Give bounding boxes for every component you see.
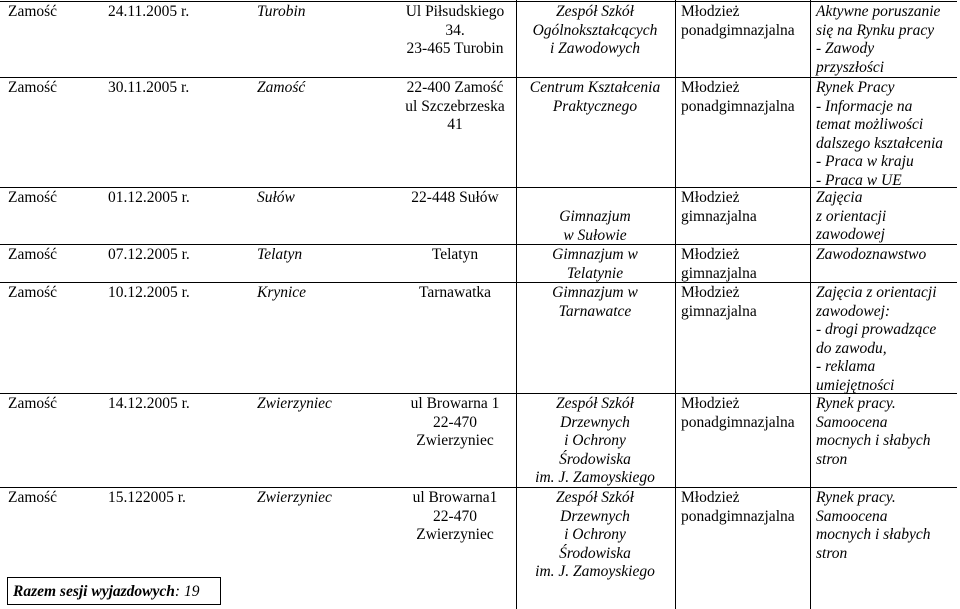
cell-line: Turobin xyxy=(257,3,306,20)
cell-line: umiejętności xyxy=(816,376,895,394)
row-divider xyxy=(0,77,957,78)
cell-date xyxy=(108,189,190,208)
summary-text xyxy=(13,583,199,601)
cell-line: Krynice xyxy=(257,284,307,301)
cell-line: Zamość xyxy=(8,79,58,96)
cell-line: Aktywne poruszanie xyxy=(816,3,941,20)
cell-school xyxy=(518,246,672,283)
cell-line: Środowiska xyxy=(559,544,631,562)
cell-line: Zajęcia z orientacji xyxy=(816,284,937,301)
cell-line: gimnazjalna xyxy=(681,302,757,320)
cell-address xyxy=(405,79,505,135)
cell-address xyxy=(405,3,505,59)
summary-label: Razem sesji wyjazdowych xyxy=(13,583,175,600)
cell-line: Środowiska xyxy=(559,450,631,468)
cell-topics xyxy=(816,79,943,191)
cell-line: Ogólnokształcących xyxy=(532,21,658,39)
cell-line: Młodzież xyxy=(681,246,740,263)
cell-line: Samoocena xyxy=(816,507,888,525)
cell-line: zawodowej xyxy=(816,226,885,244)
cell-line: 01.12.2005 r. xyxy=(108,189,190,206)
cell-line: Telatynie xyxy=(566,264,624,282)
cell-date xyxy=(108,79,189,98)
cell-line: Gimnazjum xyxy=(559,208,631,225)
cell-line: Praktycznego xyxy=(552,97,638,115)
cell-audience xyxy=(681,246,757,283)
cell-city xyxy=(8,395,57,414)
column-divider xyxy=(810,0,811,609)
row-divider xyxy=(0,487,957,488)
cell-line: Telatyn xyxy=(257,246,303,263)
cell-line: Zawodoznawstwo xyxy=(816,246,927,263)
cell-city xyxy=(8,246,57,265)
cell-city xyxy=(8,189,57,208)
cell-date xyxy=(108,246,190,265)
cell-line: ul Browarna1 xyxy=(412,489,498,506)
cell-date xyxy=(108,3,189,22)
cell-line: Zwierzyniec xyxy=(416,432,494,450)
cell-line: - drogi prowadzące xyxy=(816,321,937,339)
cell-line: ponadgimnazjalna xyxy=(681,21,795,39)
cell-line: 34. xyxy=(445,21,465,39)
cell-line: Młodzież xyxy=(681,284,740,301)
cell-line: Drzewnych xyxy=(560,507,630,525)
cell-line: Młodzież xyxy=(681,395,740,412)
cell-line: i Ochrony xyxy=(564,526,626,544)
cell-line: Telatyn xyxy=(431,246,479,263)
cell-line: Rynek Pracy xyxy=(816,79,895,96)
cell-audience xyxy=(681,284,757,321)
cell-address xyxy=(405,246,505,265)
cell-school xyxy=(518,284,672,321)
cell-line: i Zawodowych xyxy=(550,40,640,58)
cell-audience xyxy=(681,395,795,432)
cell-line: Zwierzyniec xyxy=(257,395,332,412)
cell-line: 22-400 Zamość xyxy=(406,79,504,96)
cell-line: Zwierzyniec xyxy=(257,489,332,506)
cell-line: - Zawody xyxy=(816,40,875,58)
row-divider xyxy=(0,187,957,188)
cell-line: 07.12.2005 r. xyxy=(108,246,190,263)
cell-line: 22-470 xyxy=(433,413,477,431)
cell-topics xyxy=(816,395,931,469)
cell-date xyxy=(108,489,186,508)
cell-line: przyszłości xyxy=(816,58,885,76)
cell-address xyxy=(405,395,505,451)
cell-place xyxy=(257,189,295,208)
cell-line: 23-465 Turobin xyxy=(406,40,504,58)
cell-place xyxy=(257,246,302,265)
cell-line: Zamość xyxy=(8,246,58,263)
cell-line: Samoocena xyxy=(816,413,888,431)
cell-line: 15.122005 r. xyxy=(108,489,186,506)
column-divider xyxy=(675,0,676,609)
cell-audience xyxy=(681,489,795,526)
cell-line: Ul Piłsudskiego xyxy=(405,3,505,20)
cell-line: ul Browarna 1 xyxy=(410,395,500,412)
cell-audience xyxy=(681,3,795,40)
cell-city xyxy=(8,3,57,22)
cell-line: Gimnazjum w xyxy=(552,284,638,301)
cell-line: zawodowej: xyxy=(816,302,891,320)
row-divider xyxy=(0,393,957,394)
cell-place xyxy=(257,489,332,508)
summary-separator: : xyxy=(174,583,181,600)
cell-place xyxy=(257,284,306,303)
cell-line: gimnazjalna xyxy=(681,264,757,282)
cell-address xyxy=(405,489,505,545)
cell-line: gimnazjalna xyxy=(681,207,757,225)
cell-line: Drzewnych xyxy=(560,413,630,431)
cell-place xyxy=(257,3,306,22)
cell-line: i Ochrony xyxy=(564,432,626,450)
cell-line: mocnych i słabych xyxy=(816,526,931,544)
row-divider xyxy=(0,244,957,245)
cell-line: Młodzież xyxy=(681,3,740,20)
cell-line: Zamość xyxy=(8,284,58,301)
cell-line: 24.11.2005 r. xyxy=(108,3,190,20)
cell-line: ponadgimnazjalna xyxy=(681,97,795,115)
cell-line: ponadgimnazjalna xyxy=(681,413,795,431)
cell-line: - reklama xyxy=(816,358,876,376)
cell-topics xyxy=(816,284,937,396)
cell-line: Zamość xyxy=(8,3,58,20)
cell-line: Tarnawatka xyxy=(418,284,492,301)
cell-line: 22-448 Sułów xyxy=(411,189,499,206)
cell-line: Zajęcia xyxy=(816,189,863,206)
cell-place xyxy=(257,79,305,98)
cell-date xyxy=(108,284,190,303)
cell-line: dalszego kształcenia xyxy=(816,134,943,152)
cell-topics xyxy=(816,3,940,77)
cell-line: Młodzież xyxy=(681,189,740,206)
cell-line: do zawodu, xyxy=(816,339,887,357)
cell-school xyxy=(518,395,672,488)
cell-address xyxy=(405,284,505,303)
cell-audience xyxy=(681,189,757,226)
cell-line: im. J. Zamoyskiego xyxy=(535,563,655,581)
cell-line: Zespół Szkół xyxy=(556,3,634,20)
cell-place xyxy=(257,395,332,414)
cell-line: stron xyxy=(816,450,848,468)
cell-line: Rynek pracy. xyxy=(816,489,896,506)
cell-line: - Informacje na xyxy=(816,97,913,115)
cell-line: Młodzież xyxy=(681,489,740,506)
cell-line: Zamość xyxy=(8,395,58,412)
cell-line: ul Szczebrzeska xyxy=(405,97,505,115)
cell-school xyxy=(518,489,672,582)
cell-line: stron xyxy=(816,544,848,562)
cell-line: Zamość xyxy=(257,79,306,96)
cell-line: Zamość xyxy=(8,189,58,206)
cell-line: Tarnawatce xyxy=(558,302,632,320)
cell-line: mocnych i słabych xyxy=(816,432,931,450)
cell-line: Rynek pracy. xyxy=(816,395,896,412)
cell-line: Gimnazjum w xyxy=(552,246,638,263)
cell-line: 14.12.2005 r. xyxy=(108,395,190,412)
cell-city xyxy=(8,284,57,303)
cell-line: Sułów xyxy=(257,189,295,206)
cell-line: Zespół Szkół xyxy=(556,395,634,412)
summary-count: 19 xyxy=(183,583,200,600)
cell-city xyxy=(8,79,57,98)
summary-box xyxy=(7,577,221,605)
column-divider xyxy=(516,0,517,609)
cell-audience xyxy=(681,79,795,116)
cell-line: - Praca w UE xyxy=(816,171,902,189)
cell-school xyxy=(518,3,672,59)
cell-school xyxy=(518,79,672,116)
cell-line: 10.12.2005 r. xyxy=(108,284,190,301)
cell-topics xyxy=(816,189,886,245)
cell-line: z orientacji xyxy=(816,207,887,225)
cell-date xyxy=(108,395,190,414)
cell-line: im. J. Zamoyskiego xyxy=(535,469,655,487)
cell-line: Zespół Szkół xyxy=(556,489,634,506)
cell-line: temat możliwości xyxy=(816,116,924,134)
cell-line: 30.11.2005 r. xyxy=(108,79,190,96)
cell-line: 41 xyxy=(447,116,463,134)
cell-line: Zwierzyniec xyxy=(416,526,494,544)
cell-line: w Sułowie xyxy=(563,226,627,244)
cell-line: Zamość xyxy=(8,489,58,506)
cell-city xyxy=(8,489,57,508)
cell-address xyxy=(405,189,505,208)
cell-line: Centrum Kształcenia xyxy=(529,79,661,96)
cell-line: się na Rynku pracy xyxy=(816,21,935,39)
cell-line: - Praca w kraju xyxy=(816,153,914,171)
row-divider xyxy=(0,282,957,283)
cell-school xyxy=(518,208,672,245)
row-divider xyxy=(0,1,957,2)
cell-line: ponadgimnazjalna xyxy=(681,507,795,525)
cell-line: Młodzież xyxy=(681,79,740,96)
cell-line: 22-470 xyxy=(433,507,477,525)
cell-topics xyxy=(816,246,926,265)
cell-topics xyxy=(816,489,931,563)
